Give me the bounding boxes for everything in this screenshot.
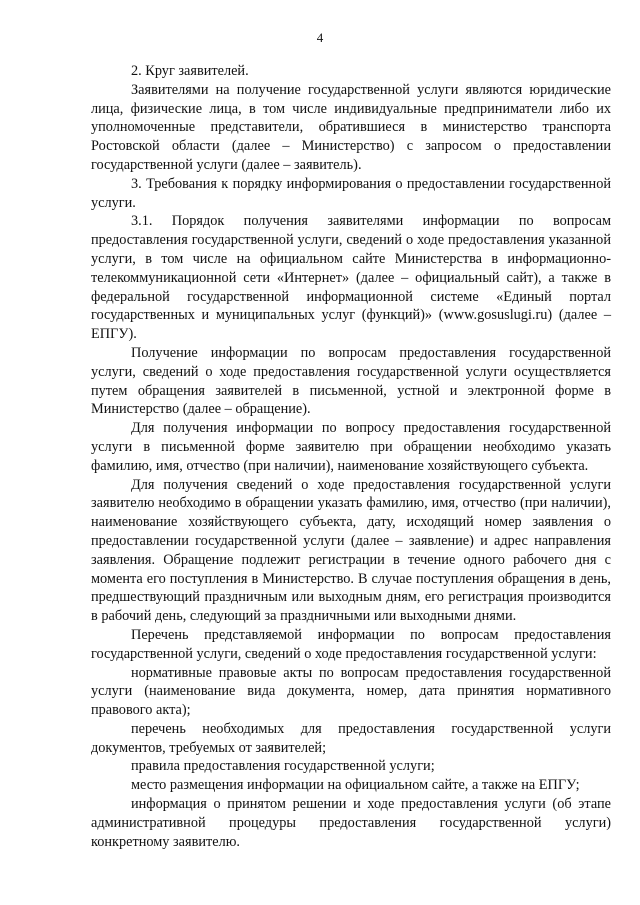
paragraph-applicants-heading: 2. Круг заявителей. [131,63,249,79]
paragraph-obtaining-info: Получение информации по вопросам предоставления государственной услуги, сведений о ходе предоставления государственной услуги осуществляется путем обращения заявителей в письменной, устной и электронной форме в Министерство (далее – обращение). [91,344,611,418]
list-item-normative-acts: нормативные правовые акты по вопросам предоставления государственной услуги (наименование вида документа, номер, дата принятия нормативного правового акта); [91,664,611,719]
list-item-decision-info: информация о принятом решении и ходе предоставления услуги (об этапе административной процедуры предоставления государственной услуги) конкретному заявителю. [91,796,611,850]
paragraph-requirements-heading: 3. Требования к порядку информирования о предоставлении государственной услуги. [91,175,611,211]
list-item-placement: место размещения информации на официальном сайте, а также на ЕПГУ; [131,777,580,794]
paragraph-info-list-intro: Перечень представляемой информации по вопросам предоставления государственной услуги, сведений о ходе предоставления государственной услуги: [91,626,611,662]
page-number: 4 [316,30,324,45]
paragraph-written-request: Для получения информации по вопросу предоставления государственной услуги в письменной форме заявителю при обращении необходимо указать фамилию, имя, отчество (при наличии), наименование хозяйствующего субъекта. [91,420,611,474]
list-item-rules: правила предоставления государственной услуги; [131,758,435,775]
paragraph-procedure: 3.1. Порядок получения заявителями информации по вопросам предоставления государственной услуги, сведений о ходе предоставления указанной услуги, в том числе на официальном сайте Министерства в информационно-телекоммуникационной сети «Интернет» (далее – официальный сайт), а также в федеральной государственной информационной системе «Единый портал государственных и муниципальных услуг (функций)» (www.gosuslugi.ru) (далее – ЕПГУ). [91,213,611,343]
document-body [91,62,611,851]
paragraph-progress-request: Для получения сведений о ходе предоставления государственной услуги заявителю необходимо в обращении указать фамилию, имя, отчество (при наличии), наименование хозяйствующего субъекта, дату, исходящий номер заявления о предоставлении государственной услуги (далее – заявление) и адрес направления заявления. Обращение подлежит регистрации в течение одного рабочего дня с момента его поступления в Министерство. В случае поступления обращения в день, предшествующий праздничным или выходным дням, его регистрация производится в рабочий день, следующий за праздничными или выходными днями. [91,476,611,625]
paragraph-applicants-definition: Заявителями на получение государственной услуги являются юридические лица, физические лица, в том числе индивидуальные предприниматели либо их уполномоченные представители, обратившиеся в министерство транспорта Ростовской области (далее – Министерство) с запросом о предоставлении государственной услуги (далее – заявитель). [91,81,611,173]
list-item-documents: перечень необходимых для предоставления государственной услуги документов, требуемых от заявителей; [91,720,611,756]
